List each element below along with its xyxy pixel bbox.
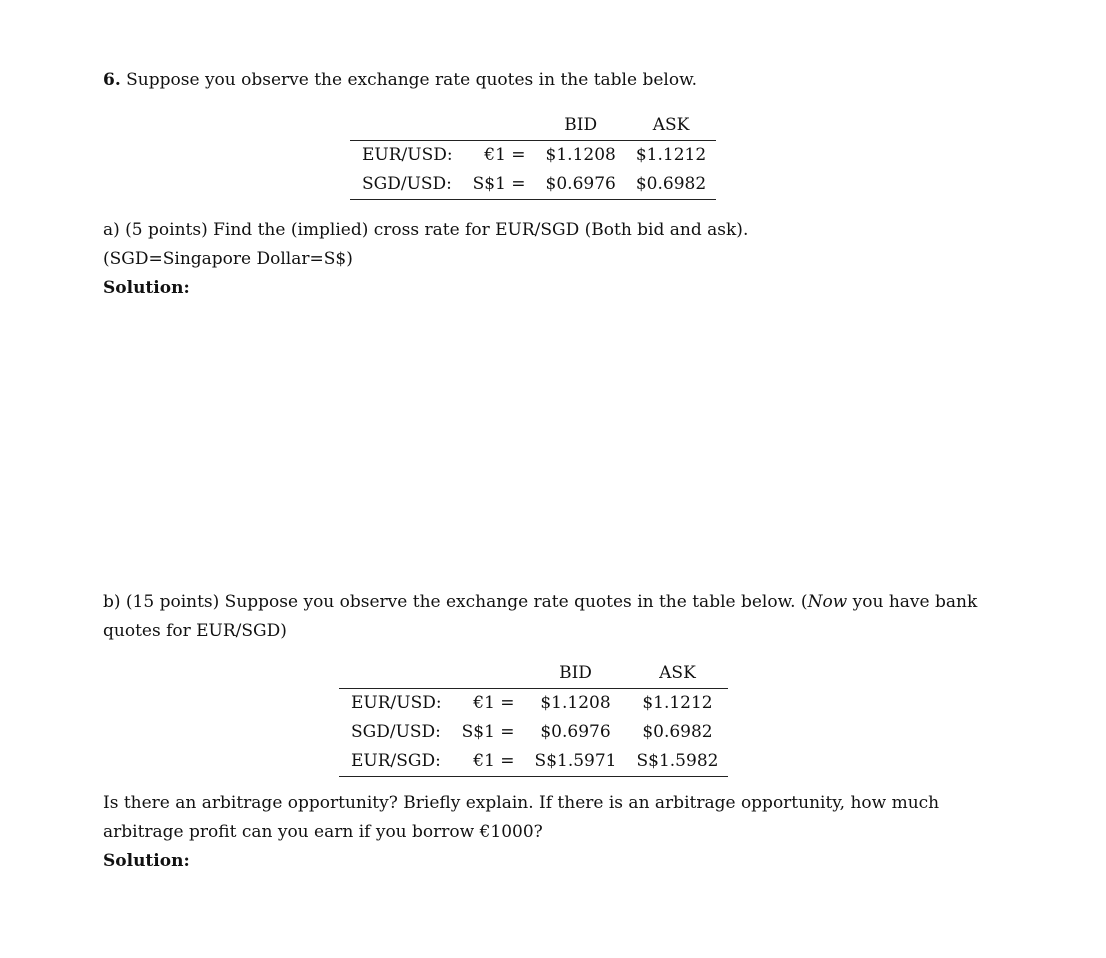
bid-header: BID: [525, 659, 627, 689]
bid-value: $0.6976: [540, 722, 611, 742]
ask-value: $0.6982: [626, 170, 716, 200]
currency-pair: EUR/USD:: [362, 145, 453, 165]
table-row: [339, 747, 728, 777]
table-row: [350, 141, 716, 171]
currency-pair: EUR/USD:: [351, 693, 442, 713]
solution-label: Solution:: [103, 851, 190, 871]
table-row: [350, 170, 716, 200]
bid-value: $0.6976: [536, 170, 626, 200]
ask-header: ASK: [626, 111, 716, 141]
question-intro-text: Suppose you observe the exchange rate quotes in the table below.: [126, 70, 698, 90]
table-row: [339, 718, 728, 747]
solution-label: Solution:: [103, 278, 190, 298]
ask-header: ASK: [627, 659, 729, 689]
arbitrage-question-line-1: Is there an arbitrage opportunity? Briefly explain. If there is an arbitrage opportunity, how much: [103, 793, 940, 813]
currency-pair: EUR/SGD:: [339, 747, 456, 777]
unit-amount: S$1 =: [461, 722, 515, 742]
bid-value: $1.1208: [545, 145, 616, 165]
bid-value: S$1.5971: [525, 747, 627, 777]
part-a-question: a) (5 points) Find the (implied) cross rate for EUR/SGD (Both bid and ask).: [103, 220, 749, 240]
question-number: 6.: [103, 70, 121, 90]
ask-value: $1.1212: [635, 145, 707, 165]
table-header-row: [339, 659, 728, 689]
arbitrage-question-line-2: arbitrage profit can you earn if you borrow €1000?: [103, 822, 543, 842]
part-b: [103, 588, 977, 646]
table-header-row: [350, 111, 716, 141]
unit-amount: S$1 =: [467, 170, 536, 200]
part-b-question-line-2: quotes for EUR/SGD): [103, 621, 287, 641]
part-b-question-line-1: b) (15 points) Suppose you observe the exchange rate quotes in the table below. (Now you have bank: [103, 592, 978, 612]
unit-amount: €1 =: [456, 747, 525, 777]
table-row: [339, 689, 728, 719]
unit-amount: €1 =: [484, 145, 526, 165]
part-a-note: (SGD=Singapore Dollar=S$): [103, 249, 353, 269]
ask-value: $1.1212: [642, 693, 713, 713]
question-6-intro: [103, 66, 697, 95]
currency-pair: SGD/USD:: [351, 722, 441, 742]
exchange-rate-table-2: [339, 659, 728, 777]
unit-amount: €1 =: [473, 693, 515, 713]
ask-value: $0.6982: [642, 722, 713, 742]
ask-value: S$1.5982: [627, 747, 729, 777]
exchange-rate-table-1: [350, 111, 716, 200]
bid-header: BID: [536, 111, 626, 141]
emphasis-now: Now: [807, 592, 848, 612]
part-a: [103, 216, 748, 303]
bid-value: $1.1208: [540, 693, 611, 713]
currency-pair: SGD/USD:: [350, 170, 467, 200]
arbitrage-question: [103, 789, 939, 876]
